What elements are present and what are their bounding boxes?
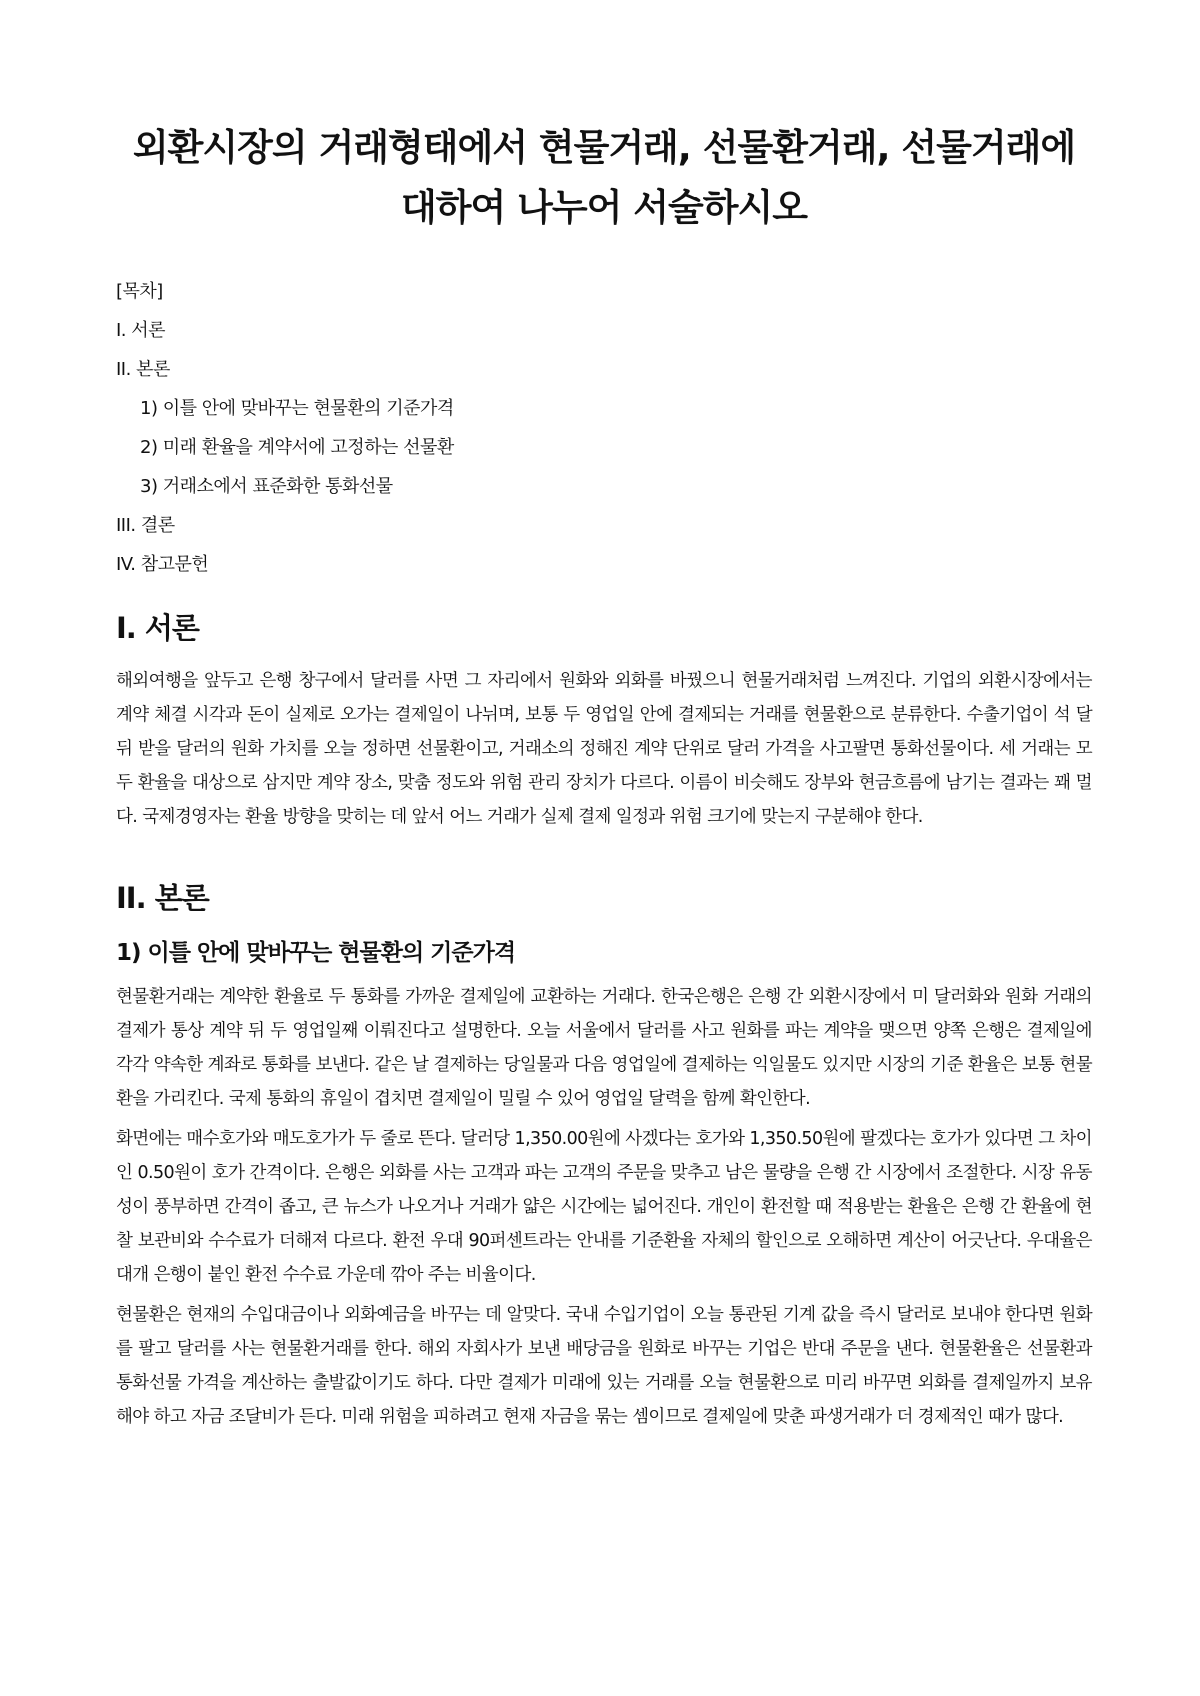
spot-paragraph-3: 현물환은 현재의 수입대금이나 외화예금을 바꾸는 데 알맞다. 국내 수입기업이 오늘 통관된 기계 값을 즉시 달러로 보내야 한다면 원화를 팔고 달러를 사는 현물환거래를 한다. 해외 자회사가 보낸 배당금을 원화로 바꾸는 기업은 반대 주문을 낸다. 현물환율은 선물환과 통화선물 가격을 계산하는 출발값이기도 하다. 다만 결제가 미래에 있는 거래를 오늘 현물환으로 미리 바꾸면 외화를 결제일까지 보유해야 하고 자금 조달비가 든다. 미래 위험을 피하려고 현재 자금을 묶는 셈이므로 결제일에 맞춘 파생거래가 더 경제적인 때가 많다.	[116, 1305, 1092, 1427]
document-title: 외환시장의 거래형태에서 현물거래, 선물환거래, 선물거래에 대하여 나누어 서술하시오	[132, 126, 1076, 229]
toc-item-forward: 2) 미래 환율을 계약서에 고정하는 선물환	[140, 437, 454, 458]
section-spacer	[116, 840, 1092, 862]
section-heading-body: II. 본론	[116, 881, 209, 915]
toc-item-references: IV. 참고문헌	[116, 554, 209, 575]
table-of-contents	[116, 272, 1092, 584]
toc-item-conclusion: III. 결론	[116, 515, 175, 536]
toc-heading: [목차]	[116, 281, 163, 302]
section-heading-introduction: I. 서론	[116, 611, 199, 645]
intro-paragraph: 해외여행을 앞두고 은행 창구에서 달러를 사면 그 자리에서 원화와 외화를 바꿨으니 현물거래처럼 느껴진다. 기업의 외환시장에서는 계약 체결 시각과 돈이 실제로 오가는 결제일이 나뉘며, 보통 두 영업일 안에 결제되는 거래를 현물환으로 분류한다. 수출기업이 석 달 뒤 받을 달러의 원화 가치를 오늘 정하면 선물환이고, 거래소의 정해진 계약 단위로 달러 가격을 사고팔면 통화선물이다. 세 거래는 모두 환율을 대상으로 삼지만 계약 장소, 맞춤 정도와 위험 관리 장치가 다르다. 이름이 비슷해도 장부와 현금흐름에 남기는 결과는 꽤 멀다. 국제경영자는 환율 방향을 맞히는 데 앞서 어느 거래가 실제 결제 일정과 위험 크기에 맞는지 구분해야 한다.	[116, 671, 1092, 827]
toc-item-spot: 1) 이틀 안에 맞바꾸는 현물환의 기준가격	[140, 398, 454, 419]
spot-paragraph-2: 화면에는 매수호가와 매도호가가 두 줄로 뜬다. 달러당 1,350.00원에 사겠다는 호가와 1,350.50원에 팔겠다는 호가가 있다면 그 차이인 0.50원이 호가 간격이다. 은행은 외화를 사는 고객과 파는 고객의 주문을 맞추고 남은 물량을 은행 간 시장에서 조절한다. 시장 유동성이 풍부하면 간격이 좁고, 큰 뉴스가 나오거나 거래가 얇은 시간에는 넓어진다. 개인이 환전할 때 적용받는 환율은 은행 간 환율에 현찰 보관비와 수수료가 더해져 다르다. 환전 우대 90퍼센트라는 안내를 기준환율 자체의 할인으로 오해하면 계산이 어긋난다. 우대율은 대개 은행이 붙인 환전 수수료 가운데 깎아 주는 비율이다.	[116, 1129, 1092, 1285]
spot-paragraph-1: 현물환거래는 계약한 환율로 두 통화를 가까운 결제일에 교환하는 거래다. 한국은행은 은행 간 외환시장에서 미 달러화와 원화 거래의 결제가 통상 계약 뒤 두 영업일째 이뤄진다고 설명한다. 오늘 서울에서 달러를 사고 원화를 파는 계약을 맺으면 양쪽 은행은 결제일에 각각 약속한 계좌로 통화를 보낸다. 같은 날 결제하는 당일물과 다음 영업일에 결제하는 익일물도 있지만 시장의 기준 환율은 보통 현물환을 가리킨다. 국제 통화의 휴일이 겹치면 결제일이 밀릴 수 있어 영업일 달력을 함께 확인한다.	[116, 987, 1092, 1109]
toc-item-body: II. 본론	[116, 359, 170, 380]
toc-item-introduction: I. 서론	[116, 320, 166, 341]
subsection-heading-spot: 1) 이틀 안에 맞바꾸는 현물환의 기준가격	[116, 940, 516, 966]
toc-item-futures: 3) 거래소에서 표준화한 통화선물	[140, 476, 393, 497]
